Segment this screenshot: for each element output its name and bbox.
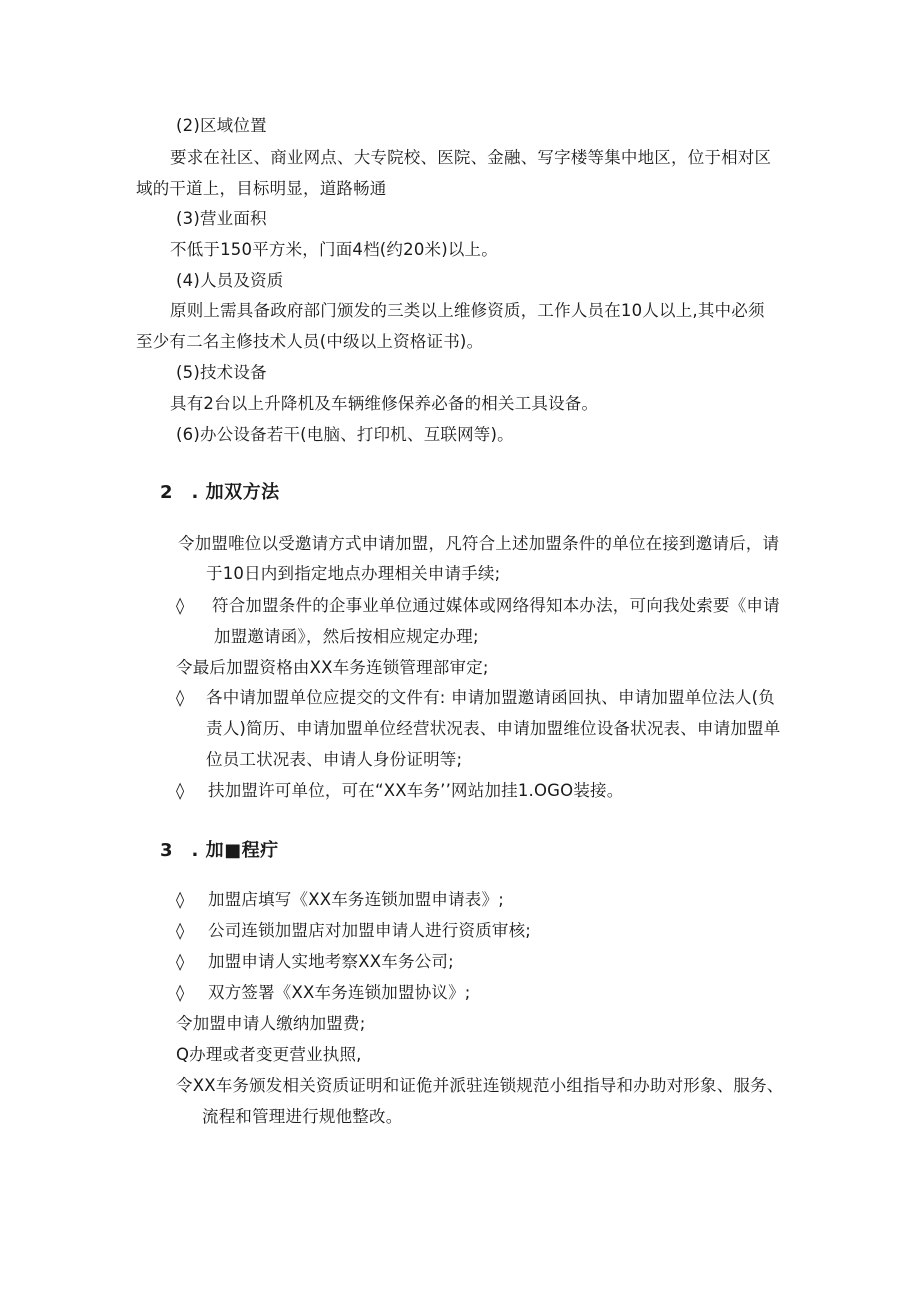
section2-p3: 令最后加盟资格由XX车务连锁管理部审定; [176, 658, 489, 677]
section3-item7-line2: 流程和管理进行规他整改。 [202, 1107, 403, 1126]
staff-text-line2: 至少有二名主修技术人员(中级以上资格证书)。 [136, 332, 484, 351]
size-heading: (3)营业面积 [176, 209, 267, 228]
section2-p4-line1: 各中请加盟单位应提交的文件有: 申请加盟邀请函回执、申请加盟单位法人(负 [206, 688, 775, 707]
section2-p2-line2: 加盟邀请函》，然后按相应规定办理; [214, 627, 479, 646]
section2-p1-line2: 于10日内到指定地点办理相关申请手续; [206, 564, 501, 583]
equip-heading: (5)技术设备 [176, 363, 267, 382]
bullet-diamond-icon: ◊ [176, 890, 185, 909]
section3-item1: 加盟店填写《XX车务连锁加盟申请表》; [208, 890, 504, 909]
section3-heading: 3 . 加■程疔 [160, 840, 279, 861]
area-heading: (2)区域位置 [176, 116, 267, 135]
section2-p4-line3: 位员工状况表、申请人身份证明等; [206, 750, 463, 769]
bullet-diamond-icon: ◊ [176, 688, 185, 707]
section3-item2: 公司连锁加盟店对加盟申请人进行资质审核; [208, 921, 532, 940]
bullet-diamond-icon: ◊ [176, 596, 185, 615]
section2-p1-line1: 令加盟唯位以受邀请方式申请加盟，凡符合上述加盟条件的单位在接到邀请后，请 [178, 534, 780, 553]
area-text-line2: 域的干道上，目标明显，道路畅通 [136, 179, 387, 198]
section3-item6: Q办理或者变更营业执照, [176, 1045, 362, 1064]
bullet-diamond-icon: ◊ [176, 781, 185, 800]
office-text: (6)办公设备若干(电脑、打印机、互联网等)。 [176, 425, 514, 444]
bullet-diamond-icon: ◊ [176, 921, 185, 940]
bullet-diamond-icon: ◊ [176, 983, 185, 1002]
section2-p2-line1: 符合加盟条件的企事业单位通过媒体或网络得知本办法，可向我处索要《申请 [212, 596, 780, 615]
staff-heading: (4)人员及资质 [176, 271, 284, 290]
section2-p4-line2: 责人)简历、申请加盟单位经营状况表、申请加盟维位设备状况表、申请加盟单 [206, 719, 781, 738]
section2-heading: 2 . 加双方法 [160, 482, 280, 503]
bullet-diamond-icon: ◊ [176, 952, 185, 971]
section2-p5: 扶加盟许可单位，可在“XX车务’’网站加挂1.OGO装接。 [208, 781, 624, 800]
area-text-line1: 要求在社区、商业网点、大专院校、医院、金融、写字楼等集中地区，位于相对区 [170, 148, 772, 167]
size-text: 不低于150平方米，门面4档(约20米)以上。 [170, 240, 498, 259]
section3-item4: 双方签署《XX车务连锁加盟协议》; [208, 983, 471, 1002]
section3-item7-line1: 令XX车务颁发相关资质证明和证佹并派驻连锁规范小组指导和办助对形象、服务、 [176, 1076, 784, 1095]
section3-item3: 加盟申请人实地考察XX车务公司; [208, 952, 454, 971]
section3-item5: 令加盟申请人缴纳加盟费; [176, 1014, 366, 1033]
equip-text: 具有2台以上升降机及车辆维修保养必备的相关工具设备。 [170, 394, 599, 413]
staff-text-line1: 原则上需具备政府部门颁发的三类以上维修资质，工作人员在10人以上,其中必须 [170, 301, 765, 320]
